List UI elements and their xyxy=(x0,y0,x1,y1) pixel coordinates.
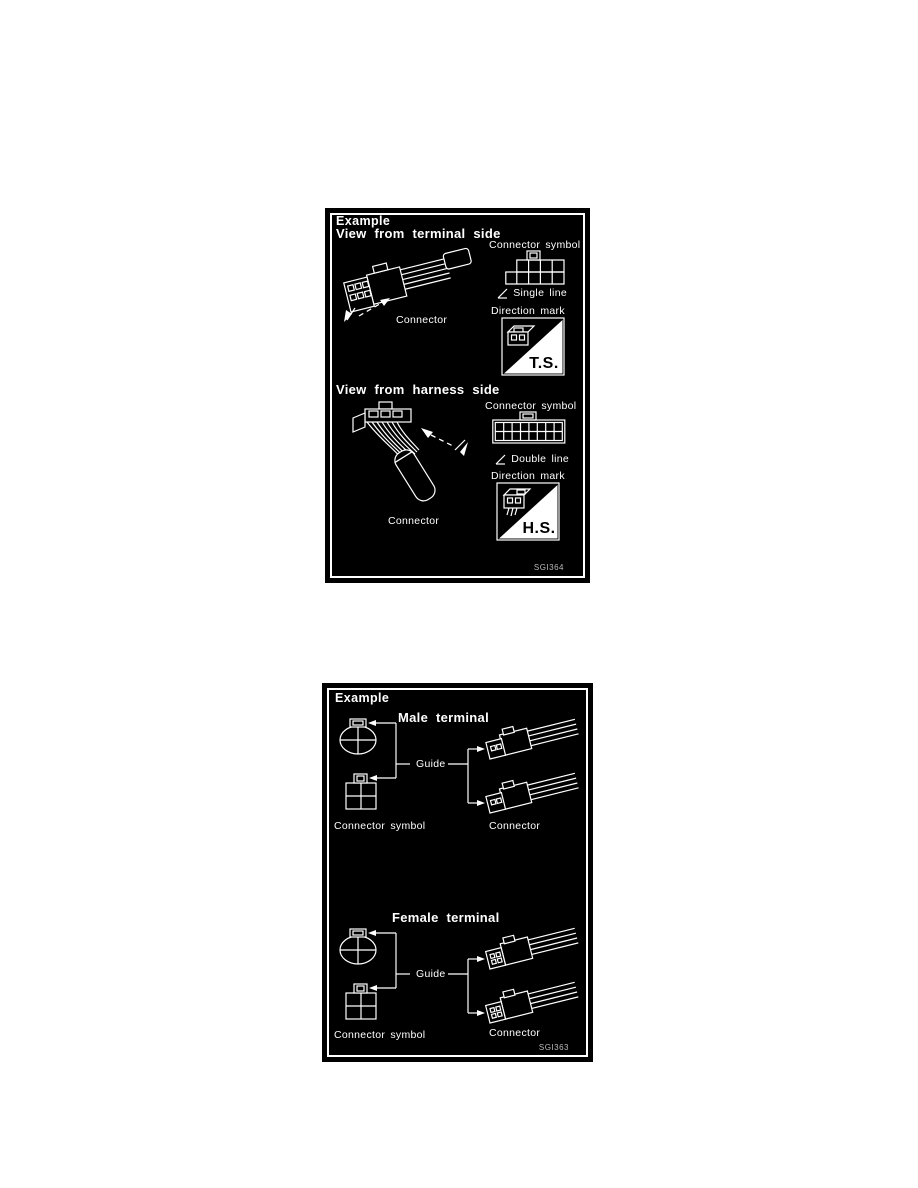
male-symbol-label: Connector symbol xyxy=(334,820,426,832)
panel-title: Example xyxy=(335,691,390,705)
double-line-label-row xyxy=(495,453,569,465)
harness-side-direction-mark-icon xyxy=(496,482,560,542)
svg-text:T.S.: T.S. xyxy=(529,355,559,372)
male-connector-illustration xyxy=(484,712,580,759)
male-connector-label: Connector xyxy=(489,820,541,832)
male-square-connector-symbol xyxy=(346,774,376,809)
terminal-guide-example-panel xyxy=(322,683,593,1062)
terminal-side-connector-illustration xyxy=(339,242,489,322)
male-terminal-diagram xyxy=(322,719,593,829)
male-guide-label: Guide xyxy=(416,758,446,770)
terminal-side-direction-label: Direction mark xyxy=(491,305,565,317)
connector-view-example-panel xyxy=(325,208,590,583)
male-terminal-heading: Male terminal xyxy=(398,710,489,725)
female-terminal-diagram xyxy=(322,929,593,1039)
harness-side-view-arrow-icon xyxy=(421,428,468,456)
double-line-connector-symbol xyxy=(492,412,566,446)
female-guide-label: Guide xyxy=(416,968,446,980)
terminal-side-direction-mark-icon xyxy=(501,317,565,377)
pointer-line-icon xyxy=(495,454,506,465)
female-symbol-label: Connector symbol xyxy=(334,1029,426,1041)
harness-side-symbol-label: Connector symbol xyxy=(485,400,577,412)
female-connector-label: Connector xyxy=(489,1027,541,1039)
harness-side-connector-illustration xyxy=(343,398,478,516)
single-line-label-row xyxy=(497,287,567,299)
harness-side-heading: View from harness side xyxy=(336,382,500,397)
male-circle-connector-symbol xyxy=(340,719,376,754)
male-connector-illustration xyxy=(484,766,580,813)
panel-title: Example xyxy=(336,214,391,228)
harness-side-connector-label: Connector xyxy=(388,515,440,527)
single-line-connector-symbol xyxy=(505,250,565,288)
double-line-label: Double line xyxy=(511,453,570,465)
figure-code: SGI363 xyxy=(538,1043,569,1052)
female-circle-connector-symbol xyxy=(340,929,376,964)
female-connector-illustration xyxy=(483,921,579,969)
svg-text:H.S.: H.S. xyxy=(522,520,556,537)
female-square-connector-symbol xyxy=(346,984,376,1019)
female-terminal-heading: Female terminal xyxy=(392,910,500,925)
terminal-side-symbol-label: Connector symbol xyxy=(489,239,581,251)
terminal-side-heading: View from terminal side xyxy=(336,226,501,241)
single-line-label: Single line xyxy=(513,287,567,299)
female-connector-illustration xyxy=(483,975,579,1023)
figure-code: SGI364 xyxy=(533,563,564,572)
harness-side-direction-label: Direction mark xyxy=(491,470,565,482)
terminal-side-connector-label: Connector xyxy=(396,314,448,326)
pointer-line-icon xyxy=(497,288,508,299)
